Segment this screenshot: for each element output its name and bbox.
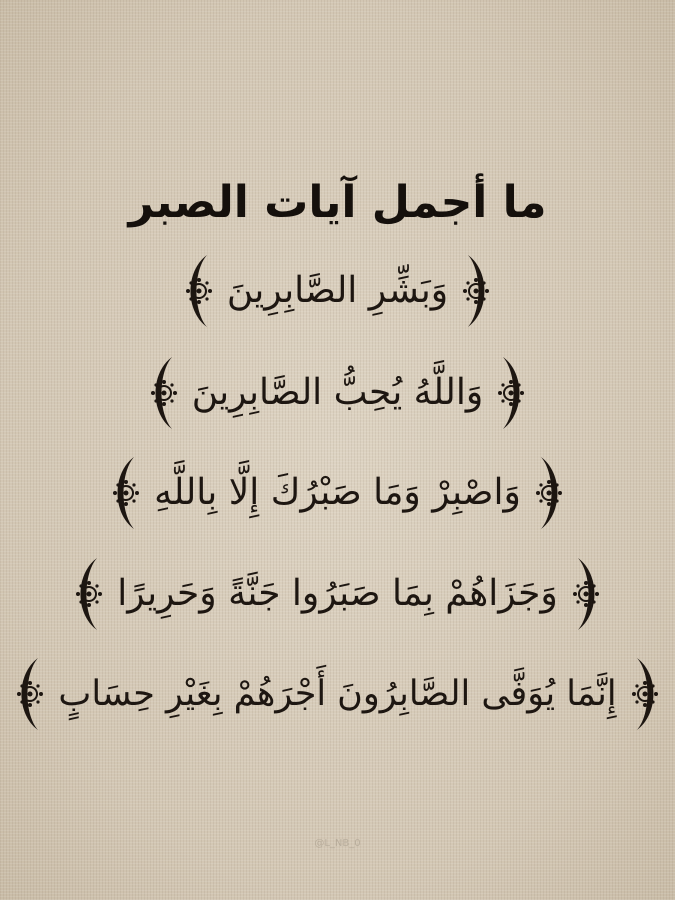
- ornament-open-icon: [8, 654, 52, 734]
- verse-row-1: [0, 246, 675, 336]
- ornament-close-icon: [454, 251, 498, 331]
- ornament-open-icon: [142, 353, 186, 433]
- watermark: @L_NB_0: [314, 838, 361, 849]
- ornament-open-icon: [67, 554, 111, 634]
- verse-text: وَجَزَاهُمْ بِمَا صَبَرُوا جَنَّةً وَحَرِيرًا: [117, 573, 558, 614]
- verse-row-3: [0, 448, 675, 538]
- ornament-close-icon: [489, 353, 533, 433]
- verse-text: وَاصْبِرْ وَمَا صَبْرُكَ إِلَّا بِاللَّهِ: [154, 472, 521, 513]
- verse-row-2: [0, 348, 675, 438]
- verse-text: وَبَشِّرِ الصَّابِرِينَ: [226, 270, 449, 311]
- ornament-open-icon: [104, 453, 148, 533]
- verse-text: إِنَّمَا يُوَفَّى الصَّابِرُونَ أَجْرَهُمْ بِغَيْرِ حِسَابٍ: [58, 674, 617, 714]
- ornament-close-icon: [564, 554, 608, 634]
- verse-row-5: [0, 649, 675, 739]
- verse-text: وَاللَّهُ يُحِبُّ الصَّابِرِينَ: [191, 372, 484, 413]
- ornament-close-icon: [527, 453, 571, 533]
- poster-title: ما أجمل آيات الصبر: [128, 177, 547, 228]
- ornament-open-icon: [177, 251, 221, 331]
- verse-row-4: [0, 549, 675, 639]
- ornament-close-icon: [623, 654, 667, 734]
